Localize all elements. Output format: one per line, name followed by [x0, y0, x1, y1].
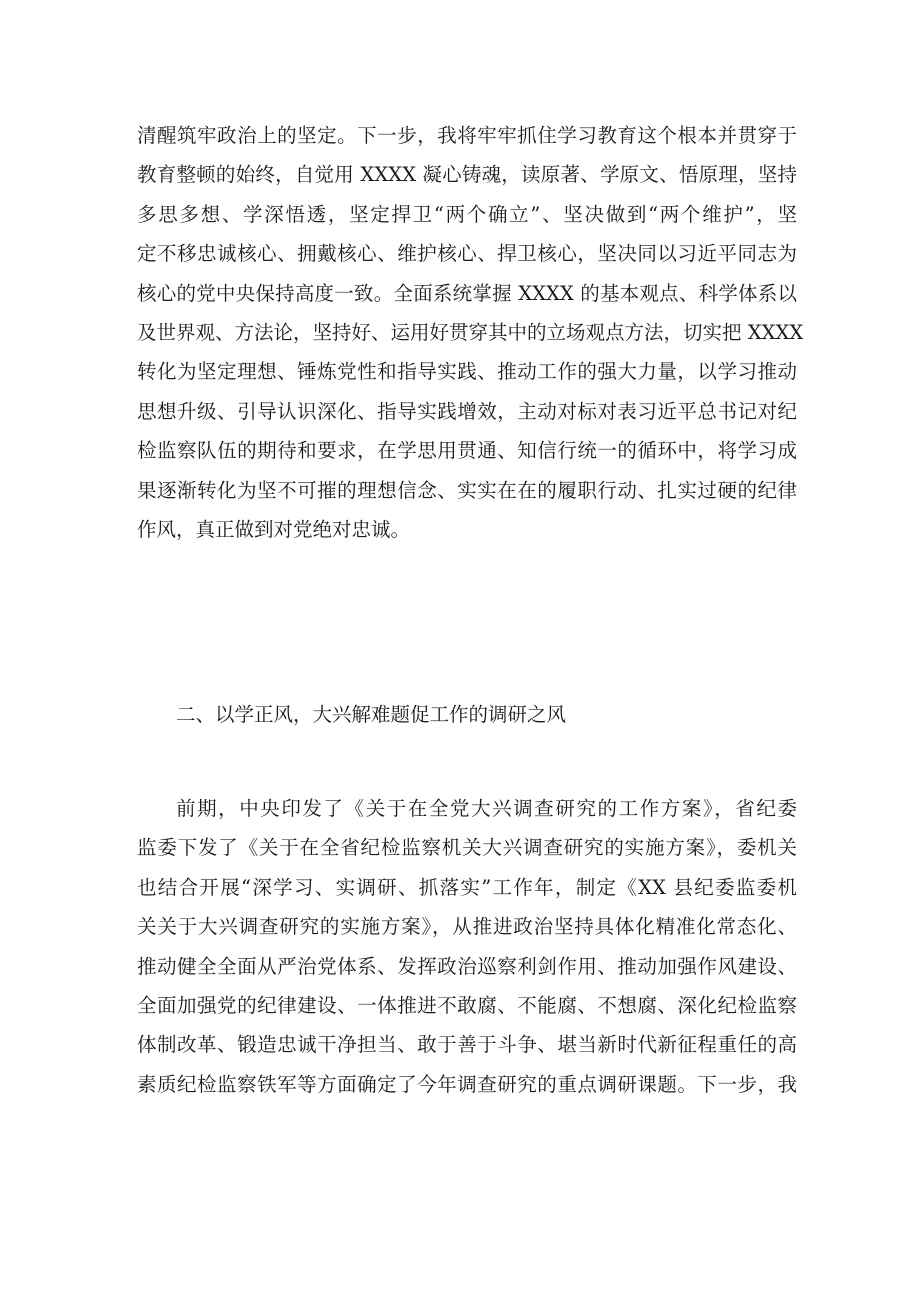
text-line: 核心的党中央保持高度一致。全面系统掌握 XXXX 的基本观点、科学体系以: [137, 281, 797, 305]
text-line: 监委下发了《关于在全省纪检监察机关大兴调查研究的实施方案》，委机关: [137, 836, 797, 860]
text-line: 多思多想、学深悟透，坚定捍卫“两个确立”、坚决做到“两个维护”，坚: [137, 202, 797, 226]
text-line: 转化为坚定理想、锤炼党性和指导实践、推动工作的强大力量，以学习推动: [137, 360, 797, 384]
text-line: 教育整顿的始终，自觉用 XXXX 凝心铸魂，读原著、学原文、悟原理，坚持: [137, 163, 797, 187]
text-line: 果逐渐转化为坚不可摧的理想信念、实实在在的履职行动、扎实过硬的纪律: [137, 478, 797, 502]
text-line: 思想升级、引导认识深化、指导实践增效，主动对标对表习近平总书记对纪: [137, 399, 797, 423]
text-line: 关关于大兴调查研究的实施方案》，从推进政治坚持具体化精准化常态化、: [137, 915, 797, 939]
text-line: 及世界观、方法论，坚持好、运用好贯穿其中的立场观点方法，切实把 XXXX: [137, 320, 804, 344]
text-line: 定不移忠诚核心、拥戴核心、维护核心、捍卫核心，坚决同以习近平同志为: [137, 242, 797, 266]
text-line: 体制改革、锻造忠诚干净担当、敢于善于斗争、堪当新时代新征程重任的高: [137, 1033, 797, 1057]
text-line: 作风，真正做到对党绝对忠诚。: [137, 517, 411, 541]
paragraph-political-firmness: [137, 116, 804, 549]
text-line: 清醒筑牢政治上的坚定。下一步，我将牢牢抓住学习教育这个根本并贯穿于: [137, 124, 797, 147]
text-line: 全面加强党的纪律建设、一体推进不敢腐、不能腐、不想腐、深化纪检监察: [137, 993, 797, 1017]
text-line: 推动健全全面从严治党体系、发挥政治巡察利剑作用、推动加强作风建设、: [137, 954, 797, 978]
text-line: 前期，中央印发了《关于在全党大兴调查研究的工作方案》，省纪委: [176, 797, 797, 820]
paragraph-research-work: [137, 789, 797, 1104]
section-heading: 二、以学正风，大兴解难题促工作的调研之风: [176, 703, 567, 726]
text-line: 素质纪检监察铁军等方面确定了今年调查研究的重点调研课题。下一步，我: [137, 1072, 797, 1096]
text-line: 检监察队伍的期待和要求，在学思用贯通、知信行统一的循环中，将学习成: [137, 439, 797, 463]
text-line: 也结合开展“深学习、实调研、抓落实”工作年，制定《XX 县纪委监委机: [137, 875, 797, 899]
